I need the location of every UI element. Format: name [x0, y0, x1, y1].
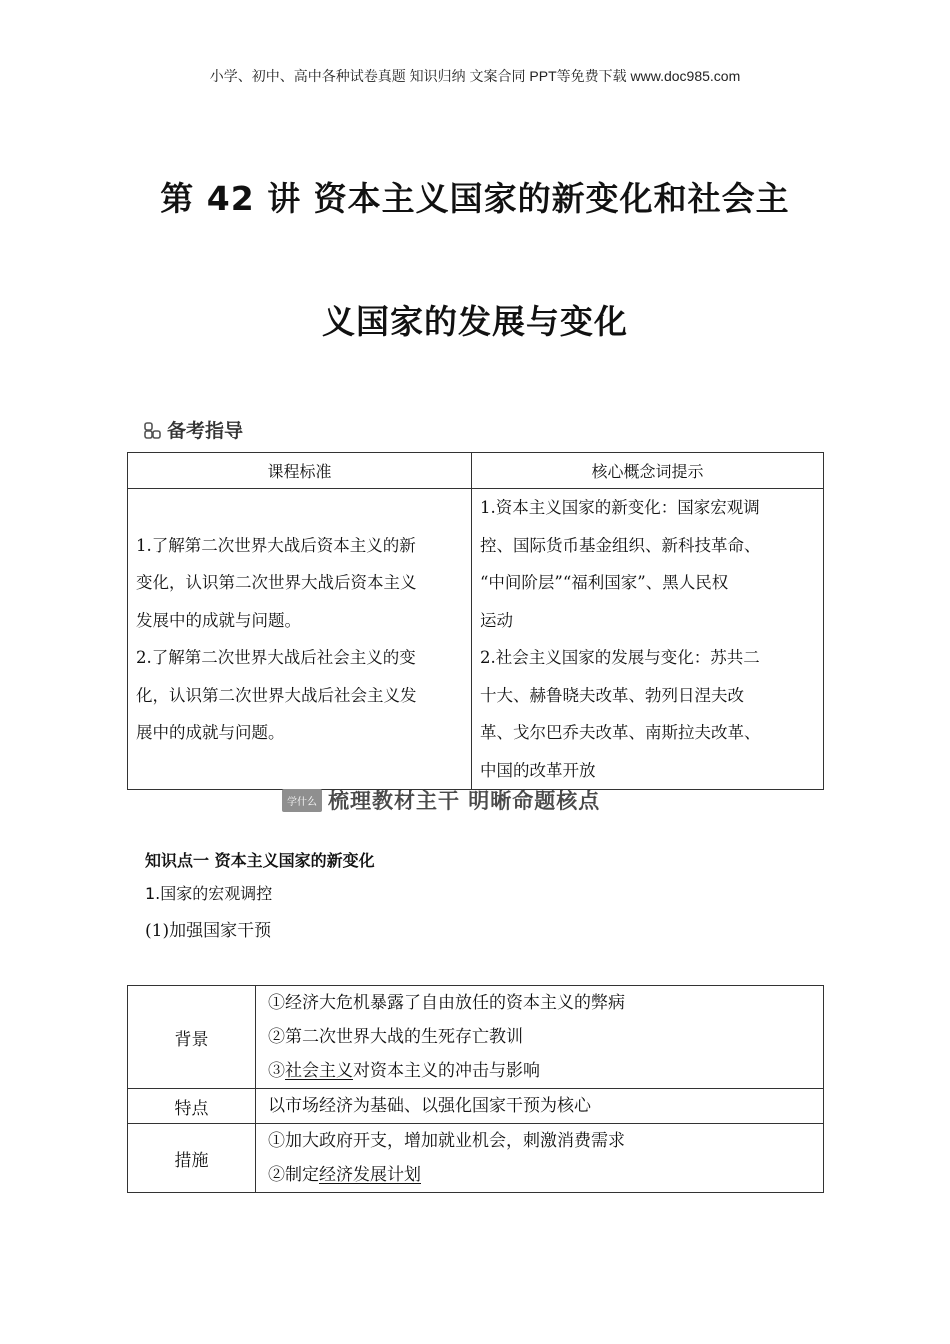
- standard-line: 展中的成就与问题。: [136, 723, 285, 742]
- standard-line: 发展中的成就与问题。: [136, 610, 301, 630]
- standard-line: 变化，认识第二次世界大战后资本主义: [136, 573, 417, 592]
- underlined-keyword: 经济发展计划: [319, 1165, 421, 1185]
- standard-line: 1.了解第二次世界大战后资本主义的新: [136, 535, 416, 555]
- lecture-title-line-1: 第 42 讲 资本主义国家的新变化和社会主: [160, 179, 790, 218]
- features-content: [256, 1089, 824, 1124]
- concept-line: “中间阶层”“福利国家”、黑人民权: [480, 573, 729, 592]
- knowledge-point-heading: 知识点一 资本主义国家的新变化: [145, 851, 375, 870]
- measures-row: [128, 1124, 824, 1193]
- exam-guide-table: [127, 452, 824, 790]
- standard-line: 2.了解第二次世界大战后社会主义的变: [136, 648, 416, 667]
- background-row: [128, 986, 824, 1089]
- features-row: [128, 1089, 824, 1124]
- concept-line: 1.资本主义国家的新变化：国家宏观调: [480, 498, 760, 517]
- line-text: ②制定: [268, 1165, 319, 1185]
- standard-line: 化，认识第二次世界大战后社会主义发: [136, 685, 417, 705]
- banner-text: 梳理教材主干 明晰命题核点: [328, 789, 601, 813]
- underlined-keyword: 社会主义: [285, 1061, 353, 1081]
- features-line: 以市场经济为基础、以强化国家干预为核心: [268, 1096, 591, 1116]
- guide-table-body-row: [128, 489, 824, 790]
- page-header: 小学、初中、高中各种试卷真题 知识归纳 文案合同 PPT等免费下载 www.doc985.com: [209, 68, 741, 84]
- concept-line: 革、戈尔巴乔夫改革、南斯拉夫改革、: [480, 723, 761, 742]
- background-line: ①经济大危机暴露了自由放任的资本主义的弊病: [268, 993, 625, 1013]
- line-text: 对资本主义的冲击与影响: [353, 1061, 540, 1081]
- chain-link-icon: [143, 420, 163, 440]
- measures-line: [268, 1158, 823, 1192]
- section-banner: [282, 785, 600, 815]
- banner-tag: 学什么: [282, 789, 322, 812]
- exam-guide-label: 备考指导: [167, 420, 244, 442]
- concept-line: 运动: [480, 610, 513, 630]
- item-marker: ③: [268, 1061, 285, 1081]
- guide-table-header-row: [128, 453, 824, 489]
- section-heading: 1.国家的宏观调控: [145, 884, 273, 903]
- concept-line: 十大、赫鲁晓夫改革、勃列日涅夫改: [480, 685, 744, 705]
- subsection-heading: (1)加强国家干预: [145, 921, 272, 941]
- core-concepts-cell: [472, 489, 824, 790]
- concept-line: 2.社会主义国家的发展与变化：苏共二: [480, 648, 760, 667]
- state-intervention-table: [127, 985, 824, 1193]
- concept-line: 中国的改革开放: [480, 760, 596, 780]
- background-line: ②第二次世界大战的生死存亡教训: [268, 1027, 523, 1047]
- measures-label: 措施: [128, 1124, 256, 1193]
- course-standards-cell: [128, 489, 472, 790]
- measures-content: [256, 1124, 824, 1193]
- measures-line: ①加大政府开支，增加就业机会，刺激消费需求: [268, 1131, 625, 1151]
- course-standard-header: 课程标准: [128, 453, 472, 489]
- concept-line: 控、国际货币基金组织、新科技革命、: [480, 535, 761, 555]
- background-label: 背景: [128, 986, 256, 1089]
- lecture-title-line-2: 义国家的发展与变化: [322, 302, 628, 341]
- features-label: 特点: [128, 1089, 256, 1124]
- exam-guide-heading: [143, 416, 243, 443]
- background-content: [256, 986, 824, 1089]
- core-concepts-header: 核心概念词提示: [472, 453, 824, 489]
- background-line: [268, 1054, 823, 1088]
